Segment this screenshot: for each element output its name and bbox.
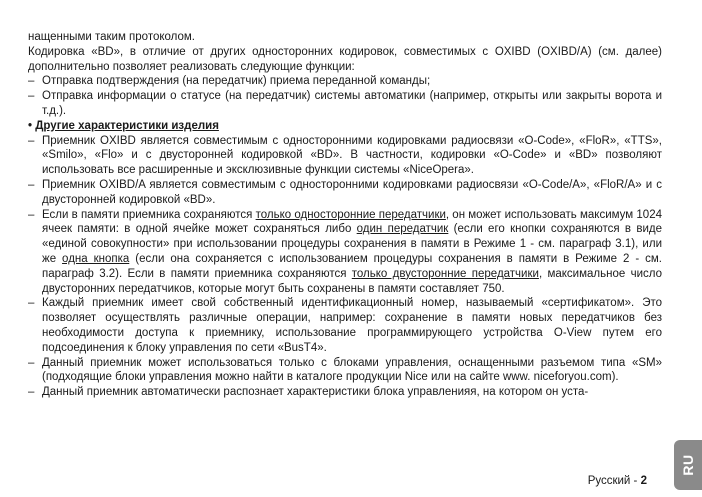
dash-marker: – [28,178,35,191]
dash-marker: – [28,386,35,399]
underlined-text: только двусторонние передатчики [351,267,539,280]
continuation-line: нащенными таким протоколом. [28,31,195,43]
text-run: (если она сохраняется с использованием процедуры сохранения в памяти в Режиме 2 - см. параграф 3.2). Если в памяти приемника сохраняются [42,252,662,280]
list-item-text: Данный приемник может использоваться только с блоками управления, оснащенными разъемом типа «SM» (подходящие блоки управления можно найти в каталоге продукции Nice или на сайте www. niceforyou.com). [42,356,662,384]
document-body [28,30,662,400]
heading-bullet: • [28,119,33,132]
dash-marker: – [28,75,35,88]
list-item [28,74,662,89]
list-item [28,134,662,178]
dash-marker: – [28,134,35,147]
list-item-text: Приемник OXIBD является совместимым с односторонними кодировками радиосвязи «O-Code», «FloR», «TTS», «Smilo», «Flo» и с двусторонней кодировкой «BD». В частности, кодировки «O-Code» и «BD» позволяют использовать все расширенные и эксклюзивные функции системы «NiceOpera». [42,134,662,177]
underlined-text: одна кнопка [62,252,130,265]
intro-list [28,74,662,118]
list-item [28,178,662,208]
list-item [28,356,662,386]
list-item [28,296,662,355]
intro-paragraph: Кодировка «BD», в отличие от других односторонних кодировок, совместимых с OXIBD (OXIBD/A) (см. далее) дополнительно позволяет реализовать следующие функции: [28,45,662,73]
language-tab [674,440,702,490]
page-number: 2 [640,475,647,487]
text-run: , он может использовать максимум 1024 ячеек памяти: в одной ячейке может сохраняться либо [42,208,662,236]
dash-marker: – [28,208,35,221]
page-footer [588,474,647,488]
dash-marker: – [28,90,35,103]
underlined-text: один передатчик [356,223,449,236]
dash-marker: – [28,297,35,310]
list-item-text: Каждый приемник имеет свой собственный идентификационный номер, называемый «сертификатом». Это позволяет осуществлять различные операции, например: сохранение в памяти новых передатчиков без необходимости доступа к приемнику, использование программирующего устройства O-View путем его подсоединения к блоку управления по сети «BusT4». [42,297,662,354]
list-item [28,208,662,297]
text-run: , максимальное число двусторонних передатчиков, которые могут быть сохранены в памяти составляет 750. [42,267,662,295]
list-item [28,385,662,400]
footer-language: Русский - [587,475,638,487]
list-item-text [42,209,662,295]
list-item-text: Отправка информации о статусе (на передатчик) системы автоматики (например, открыты или закрыты ворота и т.д.). [42,90,662,117]
text-run: Если в памяти приемника сохраняются [42,208,256,221]
list-item-text: Отправка подтверждения (на передатчик) приема переданной команды; [42,75,431,88]
heading-text: Другие характеристики изделия [35,119,219,132]
dash-marker: – [28,356,35,369]
list-item-text: Данный приемник автоматически распознает характеристики блока управленияя, на котором он уста- [42,386,589,399]
list-item-text: Приемник OXIBD/A является совместимым с односторонними кодировками радиосвязи «O-Code/A», «FloR/A» и с двусторонней кодировкой «BD». [42,178,662,206]
list-item [28,89,662,119]
underlined-text: только односторонние передатчики [255,208,446,221]
section-heading [28,119,662,134]
characteristics-list [28,134,662,400]
text-run: (если его кнопки сохраняются в виде «единой совокупности» при использовании процедуры сохранения в памяти в Режиме 1 - см. параграф 3.1), или же [42,223,662,265]
language-code: RU [680,454,696,476]
